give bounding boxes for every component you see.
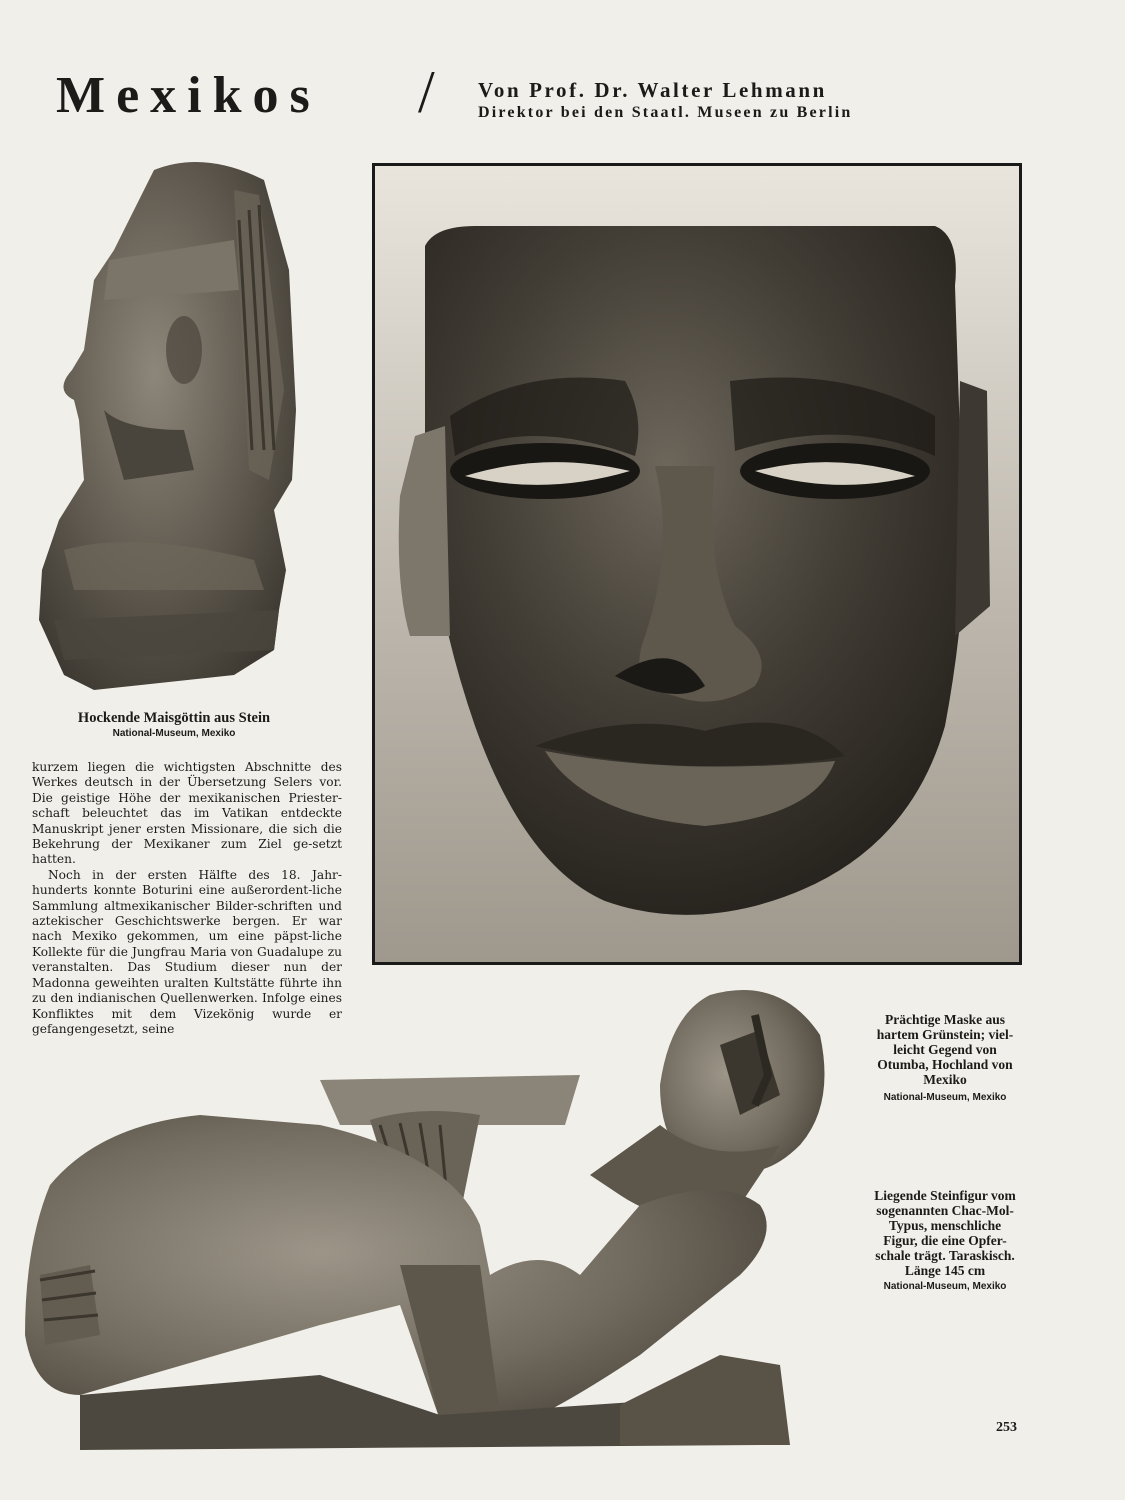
maize-goddess-photo	[34, 150, 314, 700]
body-paragraph: kurzem liegen die wichtigsten Abschnitte des Werkes deutsch in der Übersetzung Selers vor. Die geistige Höhe der mexikanischen Priester-schaft beleuchtet das im Vatikan entdeckte Manuskript jener ersten Missionare, die sich die Bekehrung der Mexikaner zum Ziel ge-setzt hatten.	[32, 760, 342, 867]
caption-line: Typus, menschliche	[888, 1218, 1002, 1233]
caption-line: Otumba, Hochland von	[877, 1057, 1013, 1072]
goddess-caption: Hockende Maisgöttin aus Stein	[77, 710, 271, 726]
mask-caption	[866, 1012, 1024, 1087]
body-paragraph: Noch in der ersten Hälfte des 18. Jahr-hunderts konnte Boturini eine außerordent-liche Sammlung altmexikanischer Bilder-schriften und aztekischer Geschichtswerke bergen. Er war nach Mexiko gekommen, um eine päpst-liche Kollekte für die Jungfrau Maria von Guadalupe zu veranstalten. Das Studium dieser nun der Madonna geweihten uralten Kultstätte führte ihn zu den indianischen Quellenwerken. Infolge eines Konfliktes mit dem Vizekönig wurde er gefangengesetzt, seine	[32, 867, 342, 1036]
goddess-source: National-Museum, Mexiko	[112, 728, 236, 739]
caption-line: Liegende Steinfigur vom	[874, 1188, 1016, 1203]
caption-line: Länge 145 cm	[904, 1263, 986, 1278]
author-line: Von Prof. Dr. Walter Lehmann	[478, 78, 827, 102]
caption-line: leicht Gegend von	[893, 1042, 997, 1057]
chac-mool-caption	[866, 1188, 1024, 1278]
caption-line: Mexiko	[923, 1072, 967, 1087]
caption-line: hartem Grünstein; viel-	[876, 1027, 1014, 1042]
caption-line: Prächtige Maske aus	[885, 1012, 1005, 1027]
caption-line: Figur, die eine Opfer-	[883, 1233, 1007, 1248]
page-number: 253	[996, 1420, 1017, 1435]
affiliation-line: Direktor bei den Staatl. Museen zu Berlin	[478, 104, 853, 121]
caption-line: schale trägt. Taraskisch.	[875, 1248, 1015, 1263]
stone-mask-photo	[372, 163, 1022, 965]
chac-mool-source: National-Museum, Mexiko	[883, 1281, 1007, 1292]
title-separator: /	[418, 59, 435, 125]
chac-mool-photo	[20, 975, 860, 1475]
mask-source: National-Museum, Mexiko	[883, 1092, 1007, 1103]
caption-line: sogenannten Chac-Mol-	[876, 1203, 1014, 1218]
article-title: Mexikos	[56, 67, 321, 124]
